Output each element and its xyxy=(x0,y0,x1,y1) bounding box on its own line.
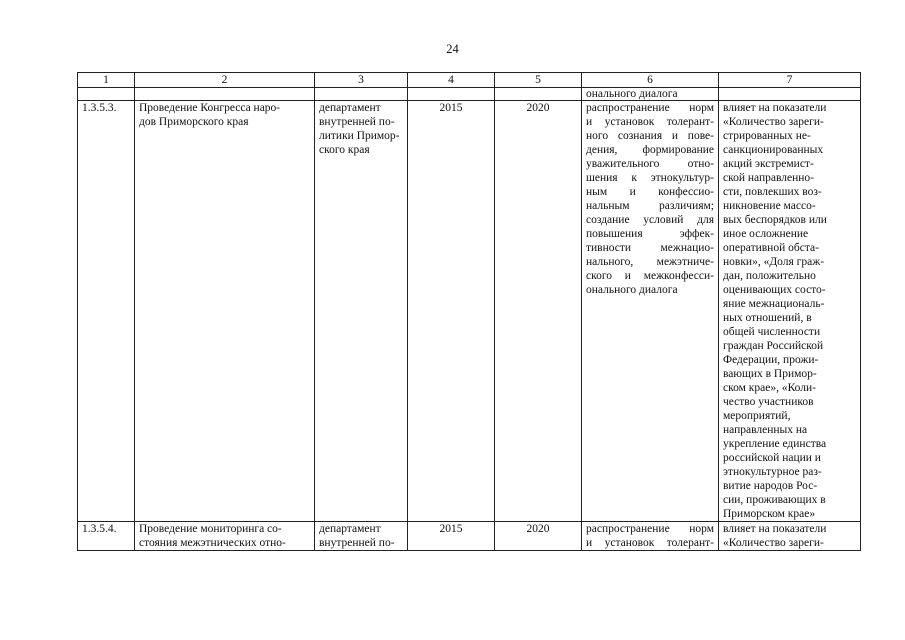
table-row xyxy=(78,522,861,551)
column-header: 6 xyxy=(582,73,719,88)
start-year: 2015 xyxy=(408,522,495,551)
indicator-impact: влияет на показатели «Количество зареги- стрированных не- санкционированных акций экстремист- ской направленно- сти, повлекших воз- никновение массо- вых беспорядков или иное осложнение оперативной обста- новки», «Доля граж- дан, положительно оценивающих состо- яние межнациональ- ных отношений, в общей численности граждан Российской Федерации, прожи- вающих в Примор- ском крае», «Коли- чество участников мероприятий, направленных на укрепление единства российской нации и этнокультурное раз- витие народов Рос- сии, проживающих в Приморском крае» xyxy=(719,101,861,522)
end-year: 2020 xyxy=(495,522,582,551)
column-header: 7 xyxy=(719,73,861,88)
activity-name: Проведение Конгресса наро- дов Приморского края xyxy=(135,101,315,522)
responsible-department: департамент внутренней по- xyxy=(315,522,408,551)
expected-result: распространение норм и установок толерант- xyxy=(582,522,719,551)
expected-result: распространение норм и установок толерант- ного сознания и пове- дения, формирование уважительного отно- шения к этнокультур- ным и конфессио- нальным различиям; создание условий для повышения эффек- тивности межнацио- нального, межэтниче- ского и межконфесси- онального диалога xyxy=(582,101,719,522)
result-cell-continuation: онального диалога xyxy=(582,88,719,101)
indicator-impact: влияет на показатели «Количество зареги- xyxy=(719,522,861,551)
column-header: 4 xyxy=(408,73,495,88)
end-year: 2020 xyxy=(495,101,582,522)
column-header: 3 xyxy=(315,73,408,88)
column-header: 2 xyxy=(135,73,315,88)
column-header: 5 xyxy=(495,73,582,88)
start-year: 2015 xyxy=(408,101,495,522)
column-header: 1 xyxy=(78,73,135,88)
activity-name: Проведение мониторинга со- стояния межэтнических отно- xyxy=(135,522,315,551)
table-row-continuation xyxy=(78,88,861,101)
program-activities-table xyxy=(77,72,861,551)
table-row xyxy=(78,101,861,522)
activity-code: 1.3.5.4. xyxy=(78,522,135,551)
table-header-row xyxy=(78,73,861,88)
activity-code: 1.3.5.3. xyxy=(78,101,135,522)
responsible-department: департамент внутренней по- литики Примор- ского края xyxy=(315,101,408,522)
page-number: 24 xyxy=(446,42,459,56)
